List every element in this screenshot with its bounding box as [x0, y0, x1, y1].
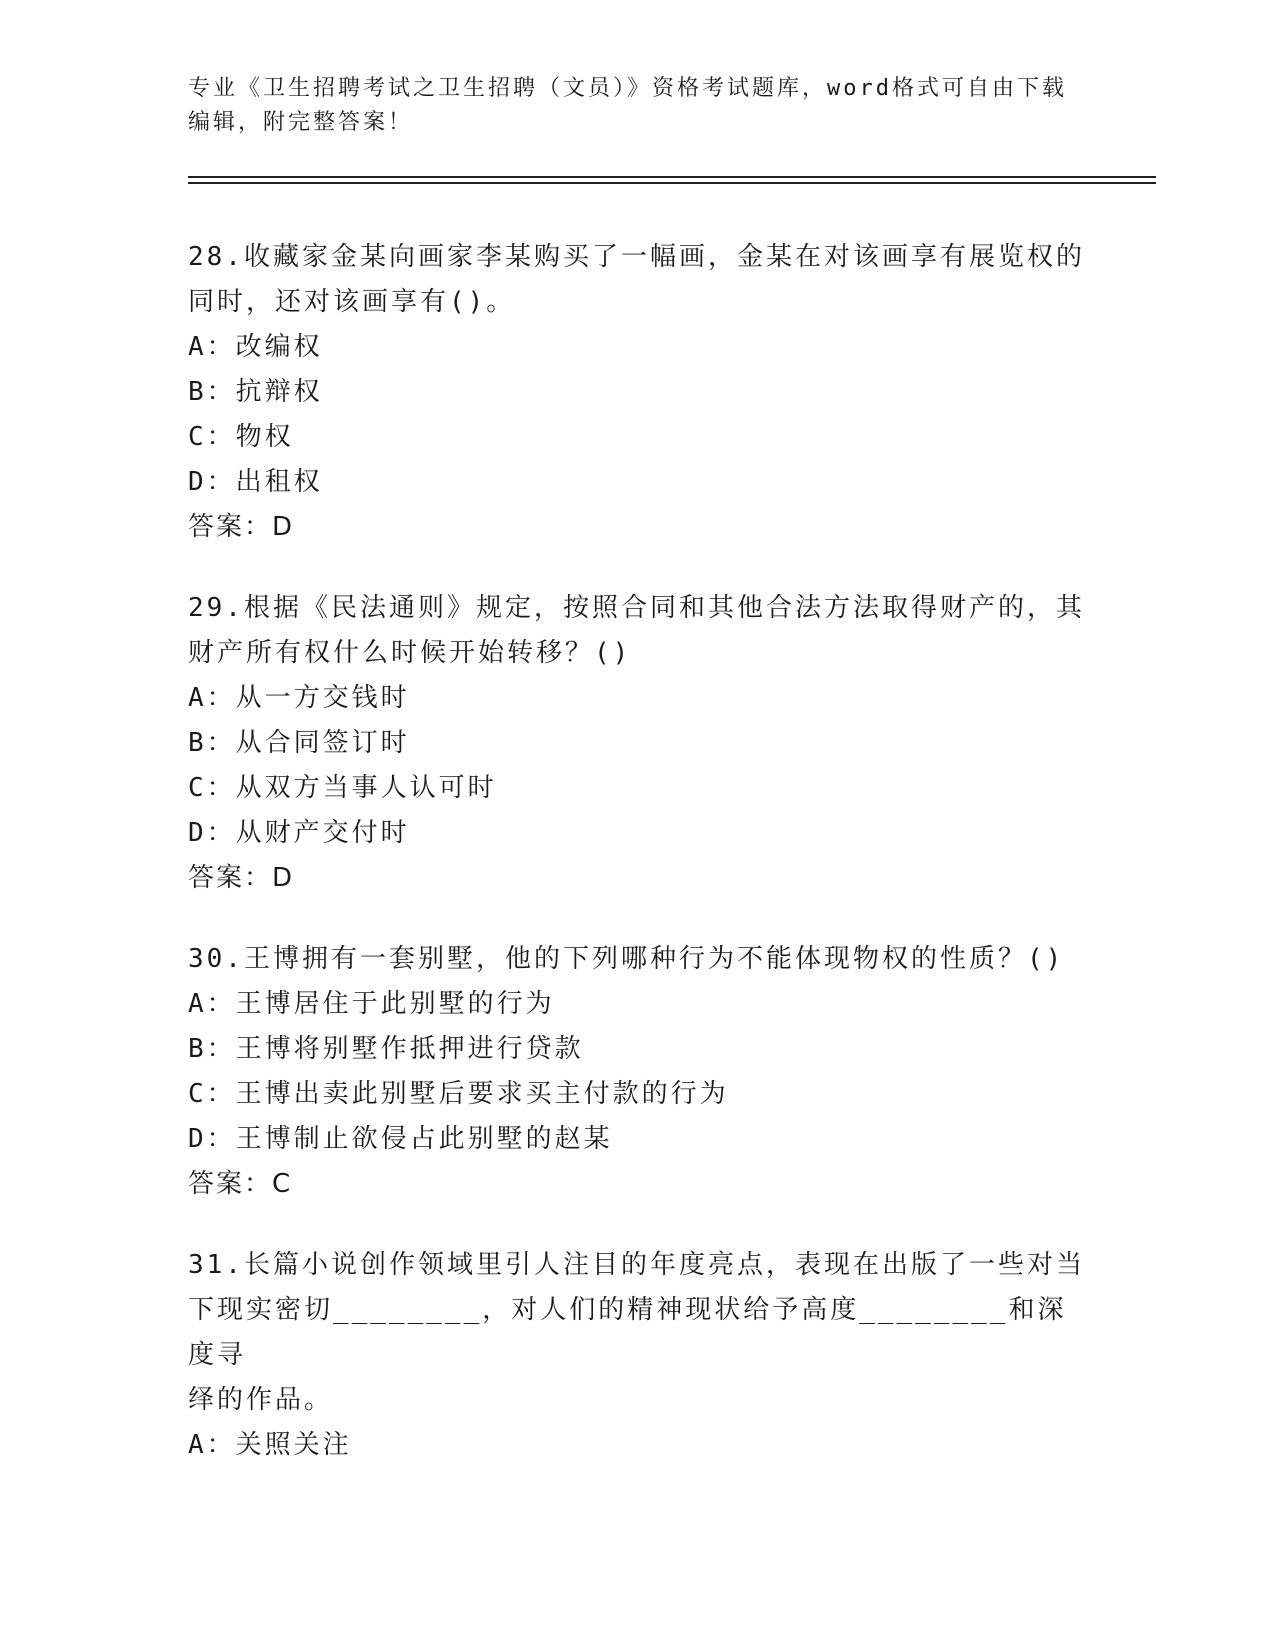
option-b: B：王博将别墅作抵押进行贷款	[188, 1034, 584, 1064]
question-text-line: 30.王博拥有一套别墅，他的下列哪种行为不能体现物权的性质？()	[188, 944, 1065, 974]
option-b: B：抗辩权	[188, 377, 323, 407]
option-a: A：改编权	[188, 332, 323, 362]
header-line-1: 专业《卫生招聘考试之卫生招聘（文员）》资格考试题库，word格式可自由下载	[188, 76, 1067, 101]
option-c: C：从双方当事人认可时	[188, 773, 497, 803]
option-d: D：从财产交付时	[188, 818, 410, 848]
question-list	[188, 235, 1088, 1504]
answer: 答案：D	[188, 863, 295, 893]
question-text-line: 31.长篇小说创作领域里引人注目的年度亮点，表现在出版了一些对当	[188, 1250, 1085, 1280]
document-header	[188, 72, 1088, 140]
header-line-2: 编辑，附完整答案！	[188, 110, 414, 135]
option-a: A：从一方交钱时	[188, 683, 410, 713]
option-a: A：王博居住于此别墅的行为	[188, 989, 555, 1019]
option-c: C：物权	[188, 422, 294, 452]
option-a: A：关照关注	[188, 1430, 352, 1460]
question-28	[188, 235, 1088, 550]
question-29	[188, 586, 1088, 901]
header-divider-bottom	[188, 182, 1156, 184]
question-text-line: 下现实密切________，对人们的精神现状给予高度________和深度寻	[188, 1295, 1067, 1370]
option-b: B：从合同签订时	[188, 728, 410, 758]
header-divider-top	[188, 176, 1156, 178]
answer: 答案：D	[188, 512, 295, 542]
question-31	[188, 1243, 1088, 1468]
option-d: D：王博制止欲侵占此别墅的赵某	[188, 1124, 613, 1154]
option-d: D：出租权	[188, 467, 323, 497]
answer: 答案：C	[188, 1169, 293, 1199]
option-c: C：王博出卖此别墅后要求买主付款的行为	[188, 1079, 729, 1109]
question-text-line: 绎的作品。	[188, 1385, 334, 1415]
question-text-line: 同时，还对该画享有()。	[188, 287, 516, 317]
question-text-line: 财产所有权什么时候开始转移？()	[188, 638, 632, 668]
question-30	[188, 937, 1088, 1207]
question-text-line: 29.根据《民法通则》规定，按照合同和其他合法方法取得财产的，其	[188, 593, 1085, 623]
question-text-line: 28.收藏家金某向画家李某购买了一幅画，金某在对该画享有展览权的	[188, 242, 1085, 272]
